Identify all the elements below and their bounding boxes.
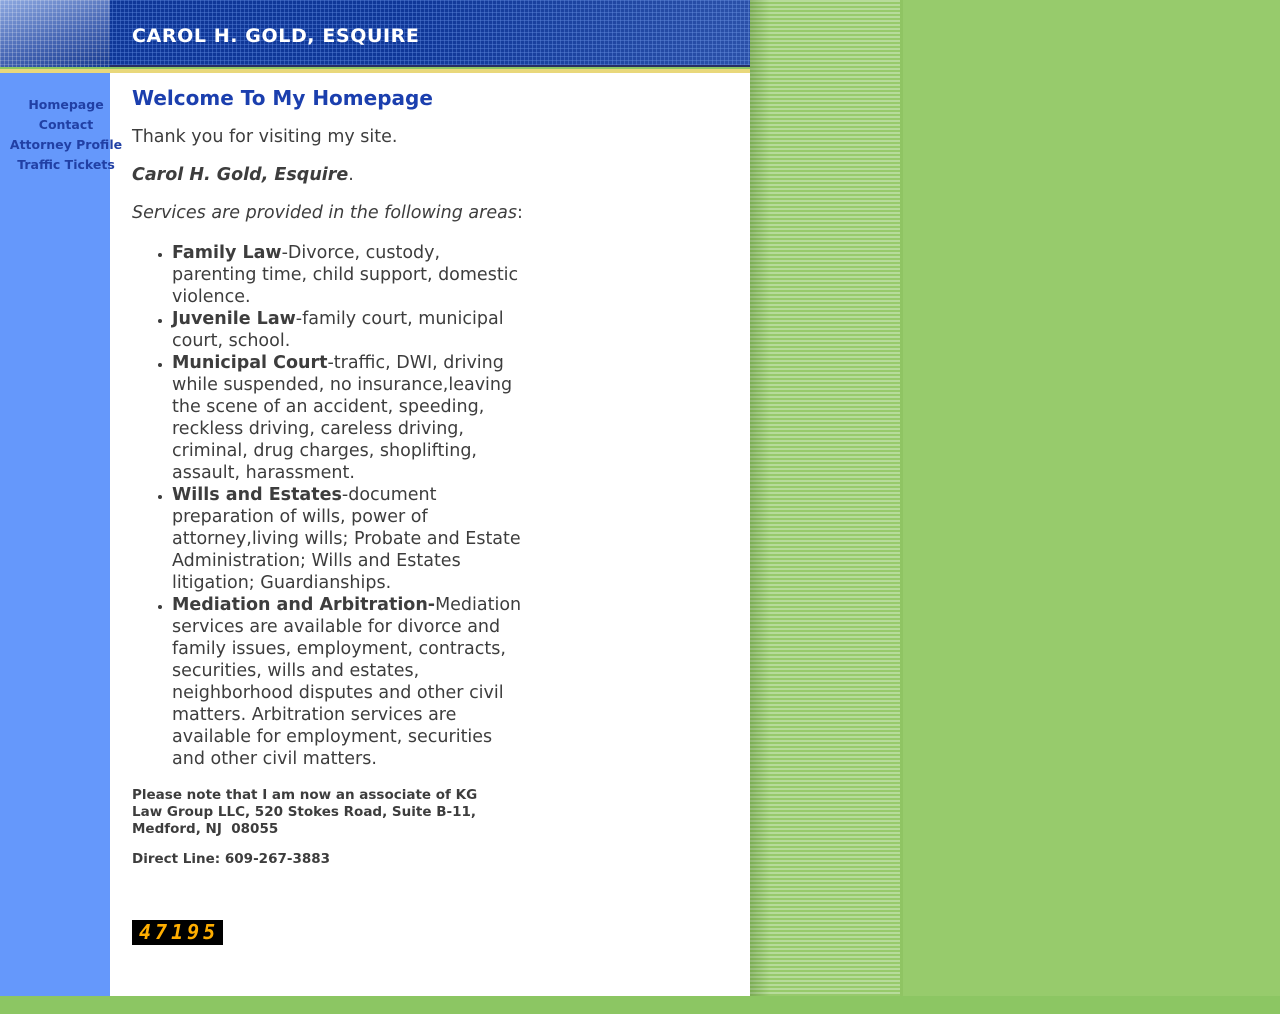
site-title: CAROL H. GOLD, ESQUIRE (132, 25, 420, 47)
hit-counter: 47195 (132, 920, 223, 945)
services-list (132, 242, 527, 770)
service-item-family-law (172, 242, 527, 308)
service-description: -family court, municipal court, school. (172, 309, 504, 351)
associate-note: Please note that I am now an associate of KG Law Group LLC, 520 Stokes Road, Suite B-11, Medford, NJ 08055 (132, 787, 482, 837)
services-intro-paragraph (132, 202, 527, 224)
services-intro-suffix: : (516, 203, 523, 223)
page-header (0, 0, 750, 67)
sidebar-item-traffic-tickets[interactable]: Traffic Tickets (17, 157, 115, 172)
sidebar-item-attorney-profile[interactable]: Attorney Profile (9, 137, 123, 152)
services-intro-text: Services are provided in the following areas (132, 203, 517, 223)
service-description: -traffic, DWI, driving while suspended, no insurance,leaving the scene of an accident, speeding, reckless driving, careless driving, criminal, drug charges, shoplifting, assault, harassment. (172, 353, 513, 483)
attorney-name-paragraph (132, 164, 527, 186)
service-item-municipal-court (172, 352, 527, 484)
attorney-name-suffix: . (348, 165, 354, 185)
sidebar-nav (0, 95, 132, 175)
service-title: Family Law (172, 243, 282, 263)
right-green-panel (900, 0, 1280, 996)
service-title: Mediation and Arbitration- (172, 595, 436, 615)
service-item-mediation-arbitration (172, 594, 527, 770)
service-item-juvenile-law (172, 308, 527, 352)
sidebar-item-homepage[interactable]: Homepage (28, 97, 104, 112)
service-item-wills-and-estates (172, 484, 527, 594)
service-description: Mediation services are available for divorce and family issues, employment, contracts, securities, wills and estates, neighborhood disputes and other civil matters. Arbitration services are available for employment, securities and other civil matters. (172, 595, 522, 769)
header-corner-pattern (0, 0, 110, 67)
sidebar (0, 73, 123, 996)
service-title: Municipal Court (172, 353, 328, 373)
service-description: -Divorce, custody, parenting time, child support, domestic violence. (172, 243, 519, 307)
service-title: Wills and Estates (172, 485, 342, 505)
striped-green-panel (750, 0, 900, 996)
intro-paragraph: Thank you for visiting my site. (132, 127, 398, 147)
main-content (110, 73, 750, 996)
attorney-name: Carol H. Gold, Esquire (132, 165, 349, 185)
direct-line: Direct Line: 609-267-3883 (132, 851, 331, 867)
service-title: Juvenile Law (172, 309, 296, 329)
content-column (110, 73, 527, 945)
service-description: -document preparation of wills, power of attorney,living wills; Probate and Estate Administration; Wills and Estates litigation; Guardianships. (172, 485, 521, 593)
sidebar-item-contact[interactable]: Contact (38, 117, 94, 132)
page-title: Welcome To My Homepage (132, 86, 433, 110)
